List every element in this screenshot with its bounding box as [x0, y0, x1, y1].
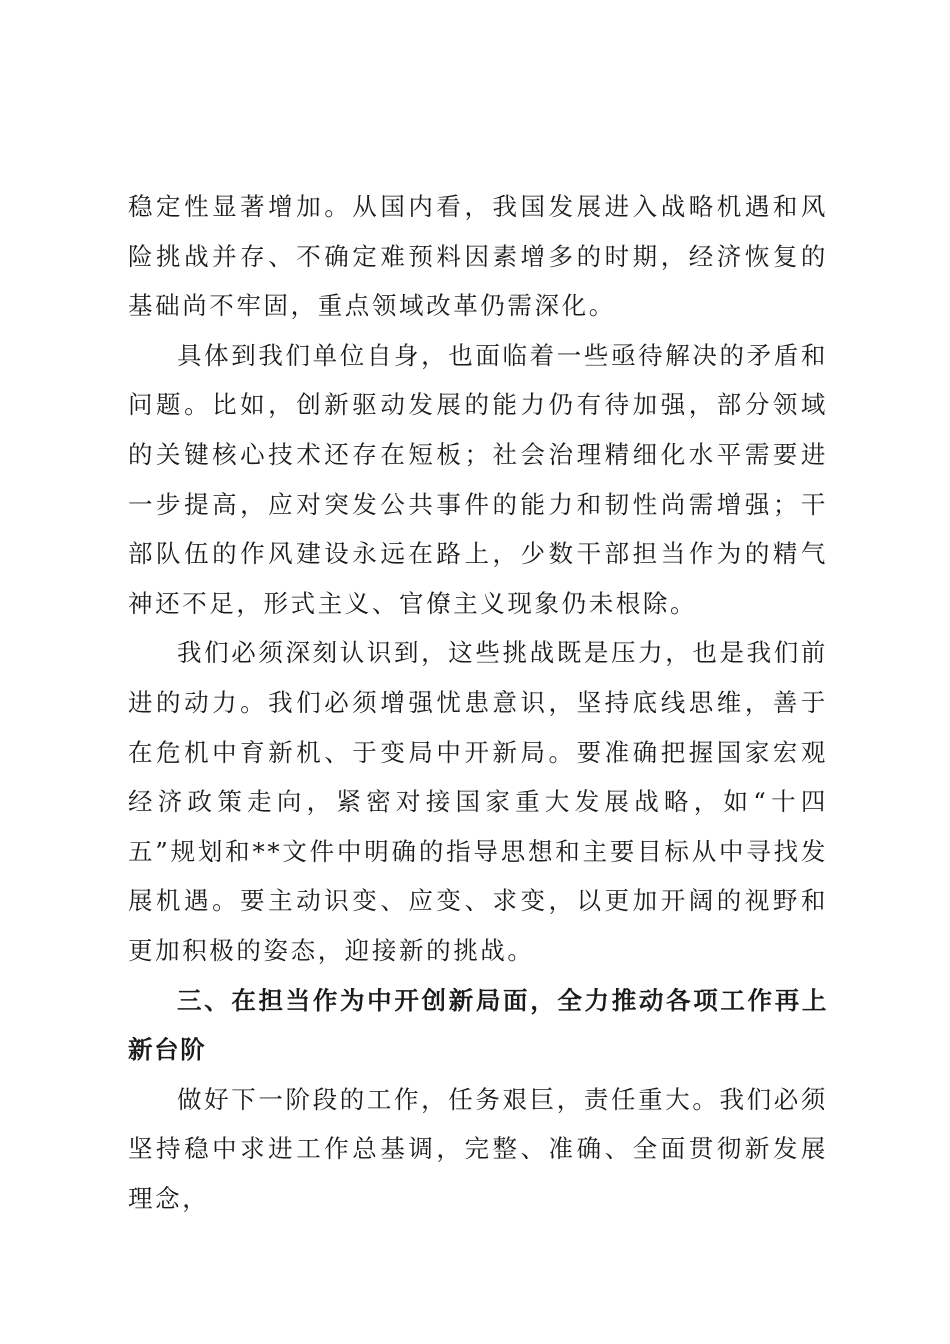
paragraph-unit-problems: 具体到我们单位自身，也面临着一些亟待解决的矛盾和问题。比如，创新驱动发展的能力仍有待加强，部分领域的关键核心技术还存在短板；社会治理精细化水平需要进一步提高，应对突发公共事件的能力和韧性尚需增强；干部队伍的作风建设永远在路上，少数干部担当作为的精气神还不足，形式主义、官僚主义现象仍未根除。	[128, 340, 828, 618]
document-body	[128, 182, 828, 1223]
paragraph-next-stage: 做好下一阶段的工作，任务艰巨，责任重大。我们必须坚持稳中求进工作总基调，完整、准确、全面贯彻新发展理念，	[128, 1084, 828, 1213]
paragraph-challenges: 我们必须深刻认识到，这些挑战既是压力，也是我们前进的动力。我们必须增强忧患意识，坚持底线思维，善于在危机中育新机、于变局中开新局。要准确把握国家宏观经济政策走向，紧密对接国家重大发展战略，如“十四五”规划和**文件中明确的指导思想和主要目标从中寻找发展机遇。要主动识变、应变、求变，以更加开阔的视野和更加积极的姿态，迎接新的挑战。	[128, 638, 828, 965]
section-heading: 三、在担当作为中开创新局面，全力推动各项工作再上新台阶	[128, 985, 828, 1065]
paragraph-continuation: 稳定性显著增加。从国内看，我国发展进入战略机遇和风险挑战并存、不确定难预料因素增多的时期，经济恢复的基础尚不牢固，重点领域改革仍需深化。	[128, 192, 828, 321]
